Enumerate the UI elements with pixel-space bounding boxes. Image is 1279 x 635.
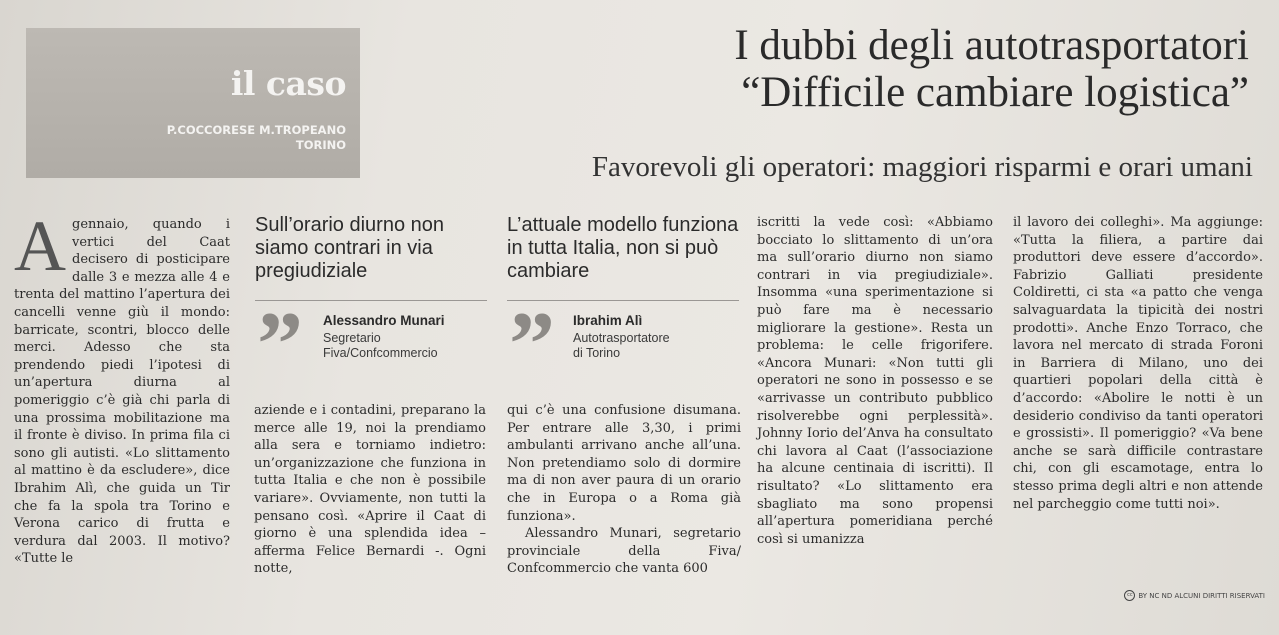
article-column-5	[1013, 214, 1263, 513]
kicker-byline	[167, 123, 346, 153]
column-4-text: iscritti la vede così: «Abbiamo bocciato lo slittamento di un’ora ma sull’orario diurno non siamo contrari in via pregiudiziale». Insomma «una sperimentazione si può fare ma è necessario migliorare la gestione». Resta un problema: le celle frigorifere. «Ancora Munari: «Non tutti gli operatori ne sono in possesso e se «arrivasse un contributo pubblico risolverebbe ogni perplessità». Johnny Iorio del’Anva ha consultato chi lavora al Caat (l’associazione ha alcune centinaia di iscritti). Il risultato? «Lo slittamento era sbagliato ma sono propensi all’apertura pomeridiana perché così si umanizza	[757, 215, 993, 547]
article-column-1	[14, 206, 230, 568]
subheadline: Favorevoli gli operatori: maggiori risparmi e orari umani	[591, 151, 1253, 183]
role-line-1: Segretario	[323, 331, 381, 345]
kicker-title: il caso	[230, 64, 346, 103]
role-line-1: Autotrasportatore	[573, 331, 670, 345]
pull-quote-name: Ibrahim Alì	[573, 313, 643, 328]
headline-line-2: “Difficile cambiare logistica”	[741, 69, 1249, 116]
pull-quote-name: Alessandro Munari	[323, 313, 445, 328]
article-column-2	[254, 402, 486, 578]
headline-line-1: I dubbi degli autotrasportatori	[734, 22, 1249, 69]
role-line-2: Fiva/Confcommercio	[323, 346, 438, 360]
column-2-text: aziende e i contadini, preparano la merce alle 19, noi la prendiamo alla sera e torniamo indietro: un’organizzazione che funziona in tutta Italia e che non è possibile variare». Ovviamente, non tutti la pensano così. «Aprire il Caat di giorno è una splendida idea –afferma Felice Bernardi -. Ogni notte,	[254, 403, 486, 577]
pull-quote-role	[323, 331, 438, 361]
quote-mark-icon: ”	[509, 293, 555, 395]
column-5-text: il lavoro dei colleghi». Ma aggiunge: «Tutta la filiera, a partire dai produttori deve essere d’accordo». Fabrizio Galliati presidente Coldiretti, ci sta «a patto che venga salvaguardata la tipicità dei nostri prodotti». Anche Enzo Torraco, che lavora nel mercato di strada Foroni in Barriera di Milano, uno dei quartieri popolari della città è d’accordo: «Abolire le notti è un desiderio condiviso da tanti operatori e grossisti». Il pomeriggio? «Va bene anche se sarà difficile contrastare chi, con gli escamotage, entra lo stesso prima degli altri e non attende nel parcheggio come tutti noi».	[1013, 215, 1263, 512]
kicker-box	[26, 28, 360, 178]
column-3-text: qui c’è una confusione disumana. Per entrare alle 3,30, i primi ambulanti arrivano anche all’una. Non pretendiamo solo di dormire ma di non aver paura di un orario che in Europa o a Roma già funziona».	[507, 403, 741, 524]
pull-quote-ali	[507, 214, 739, 395]
drop-cap: A	[14, 206, 66, 286]
pull-quote-text: Sull’orario diurno non siamo contrari in via pregiudiziale	[255, 214, 445, 282]
pull-quote-munari	[255, 214, 487, 395]
creative-commons-icon: cc	[1124, 590, 1135, 601]
copyright-notice	[1124, 590, 1265, 601]
article-column-4	[757, 214, 993, 548]
copyright-text: BY NC ND ALCUNI DIRITTI RISERVATI	[1138, 591, 1265, 600]
pull-quote-role	[573, 331, 670, 361]
article-column-3	[507, 402, 741, 578]
column-3-text-b: Alessandro Munari, segretario provinciale della Fiva/ Confcommercio che vanta 600	[507, 526, 741, 577]
pull-quote-text: L’attuale modello funziona in tutta Italia, non si può cambiare	[507, 214, 739, 282]
role-line-2: di Torino	[573, 346, 621, 360]
headline	[449, 22, 1249, 116]
kicker-location: TORINO	[295, 138, 346, 152]
column-1-text: gennaio, quando i vertici del Caat decisero di posticipare dalle 3 e mezza alle 4 e trenta del mattino l’apertura dei cancelli venne giù il mondo: barricate, scontri, blocco delle merci. Adesso che sta prendendo piedi l’ipotesi di un’apertura diurna al pomeriggio c’è già chi parla di una prossima mobilitazione ma il fronte è diviso. In prima fila ci sono gli autisti. «Lo slittamento al mattino è da escludere», dice Ibrahim Alì, che guida un Tir che fa la spola tra Torino e Verona carico di frutta e verdura dal 2003. Il motivo? «Tutte le	[14, 217, 230, 567]
kicker-authors: P.COCCORESE M.TROPEANO	[166, 123, 346, 137]
quote-mark-icon: ”	[257, 293, 303, 395]
